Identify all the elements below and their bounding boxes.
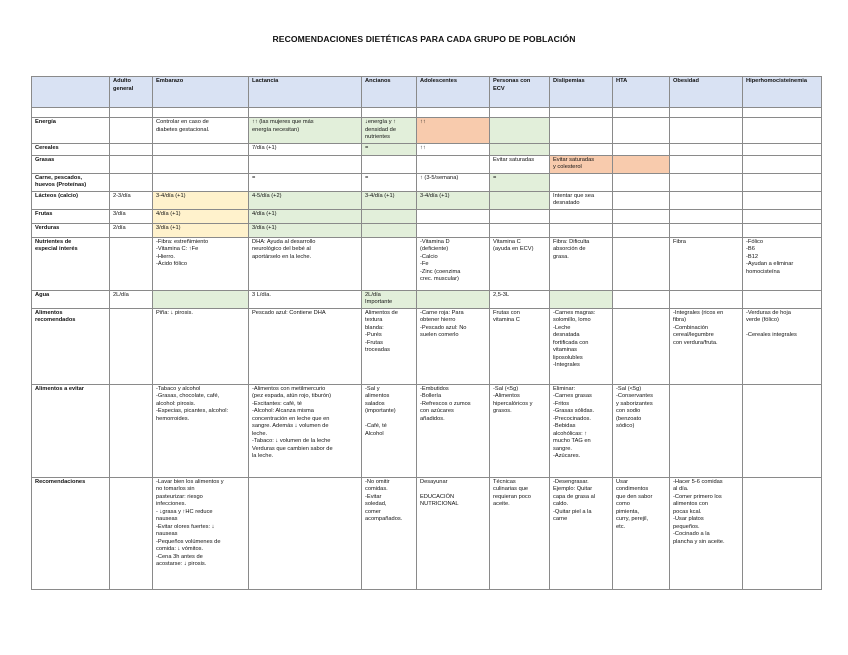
table-cell (110, 237, 153, 290)
table-cell: Evitar saturadas y colesterol (550, 155, 613, 173)
table-cell: = (490, 173, 550, 191)
table-cell (490, 143, 550, 155)
row-label: Lácteos (calcio) (32, 191, 110, 209)
table-cell: -Carnes magras: solomillo, lomo -Leche desnatada fortificada con vitaminas liposolubles -Integrales (550, 308, 613, 384)
table-row (32, 155, 822, 173)
table-cell (490, 118, 550, 144)
table-cell: -Sal (<5g) -Alimentos hipercalóricos y grasos. (490, 384, 550, 477)
table-cell (490, 223, 550, 237)
table-cell (110, 308, 153, 384)
table-cell: -Desengrasar. Ejemplo: Quitar capa de grasa al caldo. -Quitar piel a la carne (550, 477, 613, 589)
table-cell (550, 290, 613, 308)
table-cell (670, 209, 743, 223)
table-cell (743, 290, 822, 308)
document-title: RECOMENDACIONES DIETÉTICAS PARA CADA GRUPO DE POBLACIÓN (272, 34, 576, 44)
table-cell: -Vitamina D (deficiente) -Calcio -Fe -Zinc (coenzima crec. muscular) (417, 237, 490, 290)
table-row (32, 223, 822, 237)
table-cell: Pescado azul: Contiene DHA (249, 308, 362, 384)
table-cell: = (249, 173, 362, 191)
table-cell (417, 155, 490, 173)
table-cell: = (362, 143, 417, 155)
table-cell: Desayunar EDUCACIÓN NUTRICIONAL (417, 477, 490, 589)
table-cell (417, 223, 490, 237)
table-cell (153, 143, 249, 155)
table-cell: Controlar en caso de diabetes gestacional. (153, 118, 249, 144)
table-cell (670, 223, 743, 237)
table-cell: -Embutidos -Bollería -Refrescos o zumos con azúcares añadidos. (417, 384, 490, 477)
table-cell: -Verduras de hoja verde (fólico) -Cereales integrales (743, 308, 822, 384)
column-header: HTA (613, 77, 670, 108)
table-cell: = (362, 173, 417, 191)
table-cell: -Sal (<5g) -Conservantes y saborizantes con sodio (benzoato sódico) (613, 384, 670, 477)
table-cell (613, 173, 670, 191)
table-cell (613, 191, 670, 209)
table-cell (670, 191, 743, 209)
table-cell (670, 143, 743, 155)
table-cell: Frutas con vitamina C (490, 308, 550, 384)
table-cell: ↓energía y ↑ densidad de nutrientes (362, 118, 417, 144)
table-row (32, 143, 822, 155)
table-cell: 3-4/día (+1) (417, 191, 490, 209)
table-cell (153, 173, 249, 191)
table-cell (110, 143, 153, 155)
table-cell (743, 155, 822, 173)
table-cell (249, 477, 362, 589)
row-label: Carne, pescados, huevos (Proteínas) (32, 173, 110, 191)
table-cell: -Fibra: estreñimiento -Vitamina C: ↑Fe -Hierro. -Ácido fólico (153, 237, 249, 290)
table-cell: ↑↑ (417, 143, 490, 155)
row-label: Agua (32, 290, 110, 308)
table-cell: 2L/día (110, 290, 153, 308)
row-label: Grasas (32, 155, 110, 173)
table-cell (670, 155, 743, 173)
table-cell (550, 173, 613, 191)
table-row (32, 384, 822, 477)
table-cell: ↑↑ (417, 118, 490, 144)
row-label: Frutas (32, 209, 110, 223)
table-cell (613, 308, 670, 384)
table-cell (550, 118, 613, 144)
column-header: Embarazo (153, 77, 249, 108)
table-cell: -Alimentos con metilmercurio (pez espada, atún rojo, tiburón) -Excitantes: café, té -Alcohol: Alcanza misma concentración en leche que en sangre. Además ↓ volumen de leche. -Tabaco: ↓ volumen de la leche Verduras que cambien sabor de la leche. (249, 384, 362, 477)
table-row (32, 209, 822, 223)
table-cell: 2/día (110, 223, 153, 237)
table-row (32, 191, 822, 209)
table-cell: Fibra (670, 237, 743, 290)
recommendations-table (31, 76, 822, 590)
table-cell (743, 143, 822, 155)
table-cell: 3-4/día (+1) (153, 191, 249, 209)
table-cell (362, 237, 417, 290)
header-row (32, 77, 822, 108)
table-cell: Intentar que sea desnatado (550, 191, 613, 209)
table-cell: 4-5/día (+2) (249, 191, 362, 209)
table-cell (417, 290, 490, 308)
table-cell (490, 209, 550, 223)
table-cell: ↑ (3-5/semana) (417, 173, 490, 191)
table-cell: 3/día (+1) (153, 223, 249, 237)
column-header: Dislipemias (550, 77, 613, 108)
table-cell: 2L/día Importante (362, 290, 417, 308)
column-header: Adolescentes (417, 77, 490, 108)
row-label: Nutrientes de especial interés (32, 237, 110, 290)
row-label: Cereales (32, 143, 110, 155)
column-header: Personas con ECV (490, 77, 550, 108)
table-cell: 3 L/día. (249, 290, 362, 308)
column-header: Obesidad (670, 77, 743, 108)
table-row (32, 308, 822, 384)
table-cell (153, 155, 249, 173)
table-cell (743, 223, 822, 237)
table-cell (417, 209, 490, 223)
table-cell (110, 477, 153, 589)
table-cell (743, 173, 822, 191)
table-cell (670, 384, 743, 477)
table-cell (613, 118, 670, 144)
table-cell: -Hacer 5-6 comidas al día. -Comer primero los alimentos con pocas kcal. -Usar platos pequeños. -Cocinado a la plancha y sin aceite. (670, 477, 743, 589)
table-cell: Alimentos de textura blanda: -Purés -Frutas troceadas (362, 308, 417, 384)
spacer-row (32, 108, 822, 118)
table-cell: Fibra: Dificulta absorción de grasa. (550, 237, 613, 290)
table-row (32, 237, 822, 290)
table-cell: 2-3/día (110, 191, 153, 209)
table-cell (490, 191, 550, 209)
table-cell (550, 143, 613, 155)
table-cell: -Lavar bien los alimentos y no tomarlos sin pasteurizar: riesgo infecciones. - ↓grasa y ↑HC reduce nauseas -Evitar olores fuertes: ↓ nauseas -Pequeños volúmenes de comida: ↓ vómitos. -Cena 3h antes de acostarse: ↓ pirosis. (153, 477, 249, 589)
table-cell: Eliminar: -Carnes grasas -Fritos -Grasas sólidas. -Precocinados. -Bebidas alcohólicas: ↑ mucho TAG en sangre. -Azúcares. (550, 384, 613, 477)
table-cell: Usar condimentos que den sabor como pimienta, curry, perejil, etc. (613, 477, 670, 589)
table-cell: DHA: Ayuda al desarrollo neurológico del bebé al aportárselo en la leche. (249, 237, 362, 290)
table-cell: -Sal y alimentos salados (importante) -Café, té Alcohol (362, 384, 417, 477)
table-cell (613, 155, 670, 173)
table-cell: 4/día (+1) (249, 209, 362, 223)
column-header: Hiperhomocisteinemia (743, 77, 822, 108)
table-cell: Evitar saturadas (490, 155, 550, 173)
column-header (32, 77, 110, 108)
table-row (32, 290, 822, 308)
table-cell (110, 155, 153, 173)
row-label: Alimentos a evitar (32, 384, 110, 477)
table-cell (743, 477, 822, 589)
table-cell: 3-4/día (+1) (362, 191, 417, 209)
table-cell (670, 290, 743, 308)
table-cell (249, 155, 362, 173)
table-cell: -Integrales (ricos en fibra) -Combinación cereal/legumbre con verdura/fruta. (670, 308, 743, 384)
table-cell: ↑↑ (las mujeres que más energía necesitan) (249, 118, 362, 144)
column-header: Adulto general (110, 77, 153, 108)
table-cell (613, 290, 670, 308)
table-cell: -Tabaco y alcohol -Grasas, chocolate, café, alcohol: pirosis. -Especias, picantes, alcohol: hemorroides. (153, 384, 249, 477)
table-cell: -Fólico -B6 -B12 -Ayudan a eliminar homocisteína (743, 237, 822, 290)
row-label: Alimentos recomendados (32, 308, 110, 384)
table-cell (550, 209, 613, 223)
table-row (32, 477, 822, 589)
table-cell: Piña: ↓ pirosis. (153, 308, 249, 384)
table-cell (110, 173, 153, 191)
table-cell (362, 223, 417, 237)
table-cell (670, 173, 743, 191)
table-cell (550, 223, 613, 237)
table-cell: 7/día (+1) (249, 143, 362, 155)
row-label: Verduras (32, 223, 110, 237)
table-cell: Vitamina C (ayuda en ECV) (490, 237, 550, 290)
table-cell (743, 191, 822, 209)
table-cell: -No omitir comidas. -Evitar soledad, comer acompañados. (362, 477, 417, 589)
table-cell (743, 118, 822, 144)
table-cell: Técnicas culinarias que requieran poco aceite. (490, 477, 550, 589)
table-cell: 2,5-3L (490, 290, 550, 308)
column-header: Lactancia (249, 77, 362, 108)
table-cell (613, 237, 670, 290)
table-cell (613, 223, 670, 237)
table-cell (613, 209, 670, 223)
row-label: Energía (32, 118, 110, 144)
table-cell (362, 209, 417, 223)
table-row (32, 173, 822, 191)
table-cell (670, 118, 743, 144)
table-cell (362, 155, 417, 173)
table-cell (613, 143, 670, 155)
table-cell: 3/día (110, 209, 153, 223)
table-cell (110, 384, 153, 477)
table-cell: 3/día (+1) (249, 223, 362, 237)
table-cell: 4/día (+1) (153, 209, 249, 223)
table-row (32, 118, 822, 144)
table-cell: -Carne roja: Para obtener hierro -Pescado azul: No suelen comerlo (417, 308, 490, 384)
table-cell (110, 118, 153, 144)
table-cell (743, 209, 822, 223)
row-label: Recomendaciones (32, 477, 110, 589)
table-cell (153, 290, 249, 308)
table-cell (743, 384, 822, 477)
column-header: Ancianos (362, 77, 417, 108)
